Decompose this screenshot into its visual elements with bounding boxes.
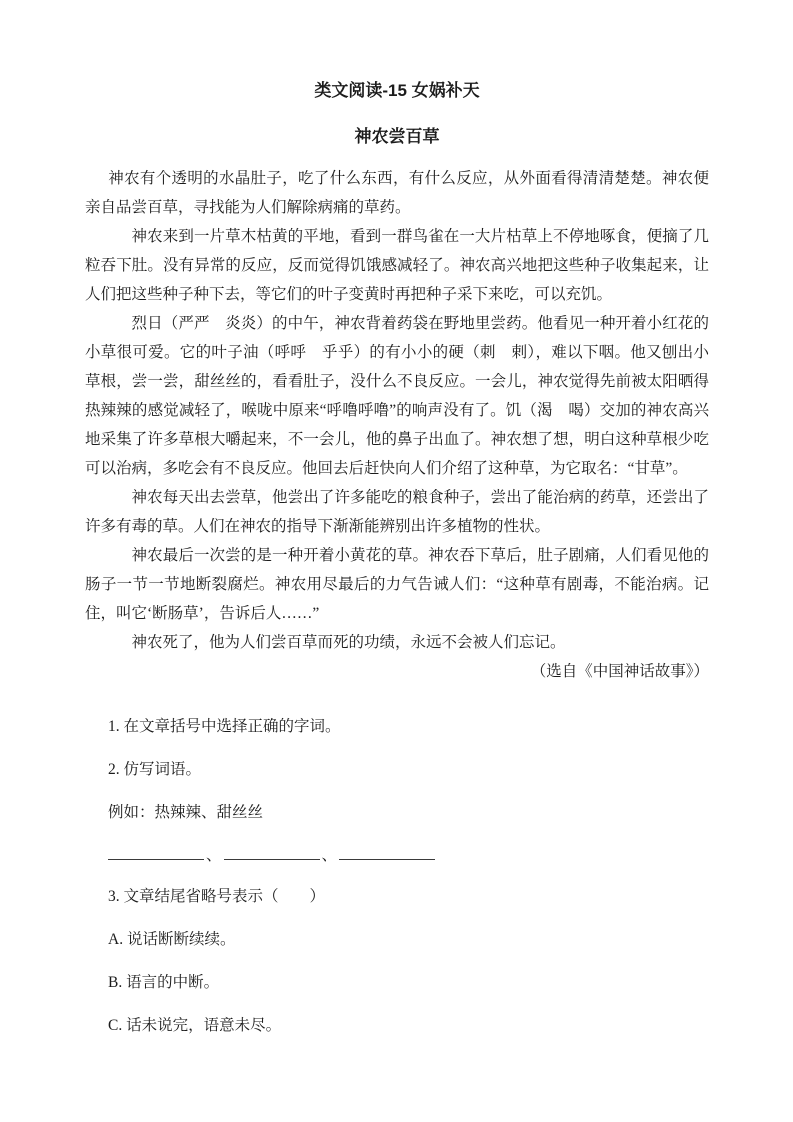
answer-blank [339,842,435,860]
question-2-example: 例如：热辣辣、甜丝丝 [108,804,264,821]
question-1: 1. 在文章括号中选择正确的字词。 [108,718,341,735]
question-3-option-a: A. 说话断断续续。 [108,931,236,948]
question-3: 3. 文章结尾省略号表示（ ） [108,888,326,905]
source-attribution: （选自《中国神话故事》） [530,663,709,680]
question-3-option-c: C. 话未说完，语意未尽。 [108,1017,282,1034]
question-3-option-b: B. 语言的中断。 [108,974,220,991]
passage-paragraph: 神农每天出去尝草，他尝出了许多能吃的粮食种子，尝出了能治病的药草，还尝出了许多有毒的草。人们在神农的指导下渐渐能辨别出许多植物的性状。 [85,489,709,535]
blank-separator: 、 [206,847,222,864]
answer-blank [224,842,320,860]
question-2: 2. 仿写词语。 [108,761,202,778]
blank-separator: 、 [321,847,338,864]
page-title: 类文阅读-15 女娲补天 [314,81,480,100]
passage [85,164,709,686]
questions-section [85,712,709,1040]
passage-paragraph: 神农来到一片草木枯黄的平地，看到一群鸟雀在一大片枯草上不停地啄食，便摘了几粒吞下肚。没有异常的反应，反而觉得饥饿感减轻了。神农高兴地把这些种子收集起来，让人们把这些种子种下去，等它们的叶子变黄时再把种子采下来吃，可以充饥。 [85,228,709,303]
passage-title: 神农尝百草 [354,127,440,146]
passage-paragraph: 神农有个透明的水晶肚子，吃了什么东西，有什么反应，从外面看得清清楚楚。神农便亲自品尝百草，寻找能为人们解除病痛的草药。 [85,170,709,216]
answer-blank [108,842,204,860]
question-2-answer-blanks [108,841,709,870]
passage-paragraph: 神农最后一次尝的是一种开着小黄花的草。神农吞下草后，肚子剧痛，人们看见他的肠子一节一节地断裂腐烂。神农用尽最后的力气告诫人们：“这种草有剧毒，不能治病。记住，叫它‘断肠草’，告诉后人……” [85,547,709,622]
passage-paragraph: 神农死了，他为人们尝百草而死的功绩，永远不会被人们忘记。 [131,634,566,651]
passage-paragraph: 烈日（严严 炎炎）的中午，神农背着药袋在野地里尝药。他看见一种开着小红花的小草很可爱。它的叶子油（呼呼 乎乎）的有小小的硬（刺 剌），难以下咽。他又刨出小草根，尝一尝，甜丝丝的，看看肚子，没什么不良反应。一会儿，神农觉得先前被太阳晒得热辣辣的感觉减轻了，喉咙中原来“呼噜呼噜”的响声没有了。饥（渴 喝）交加的神农高兴地采集了许多草根大嚼起来，不一会儿，他的鼻子出血了。神农想了想，明白这种草根少吃可以治病，多吃会有不良反应。他回去后赶快向人们介绍了这种草，为它取名：“甘草”。 [85,315,709,477]
